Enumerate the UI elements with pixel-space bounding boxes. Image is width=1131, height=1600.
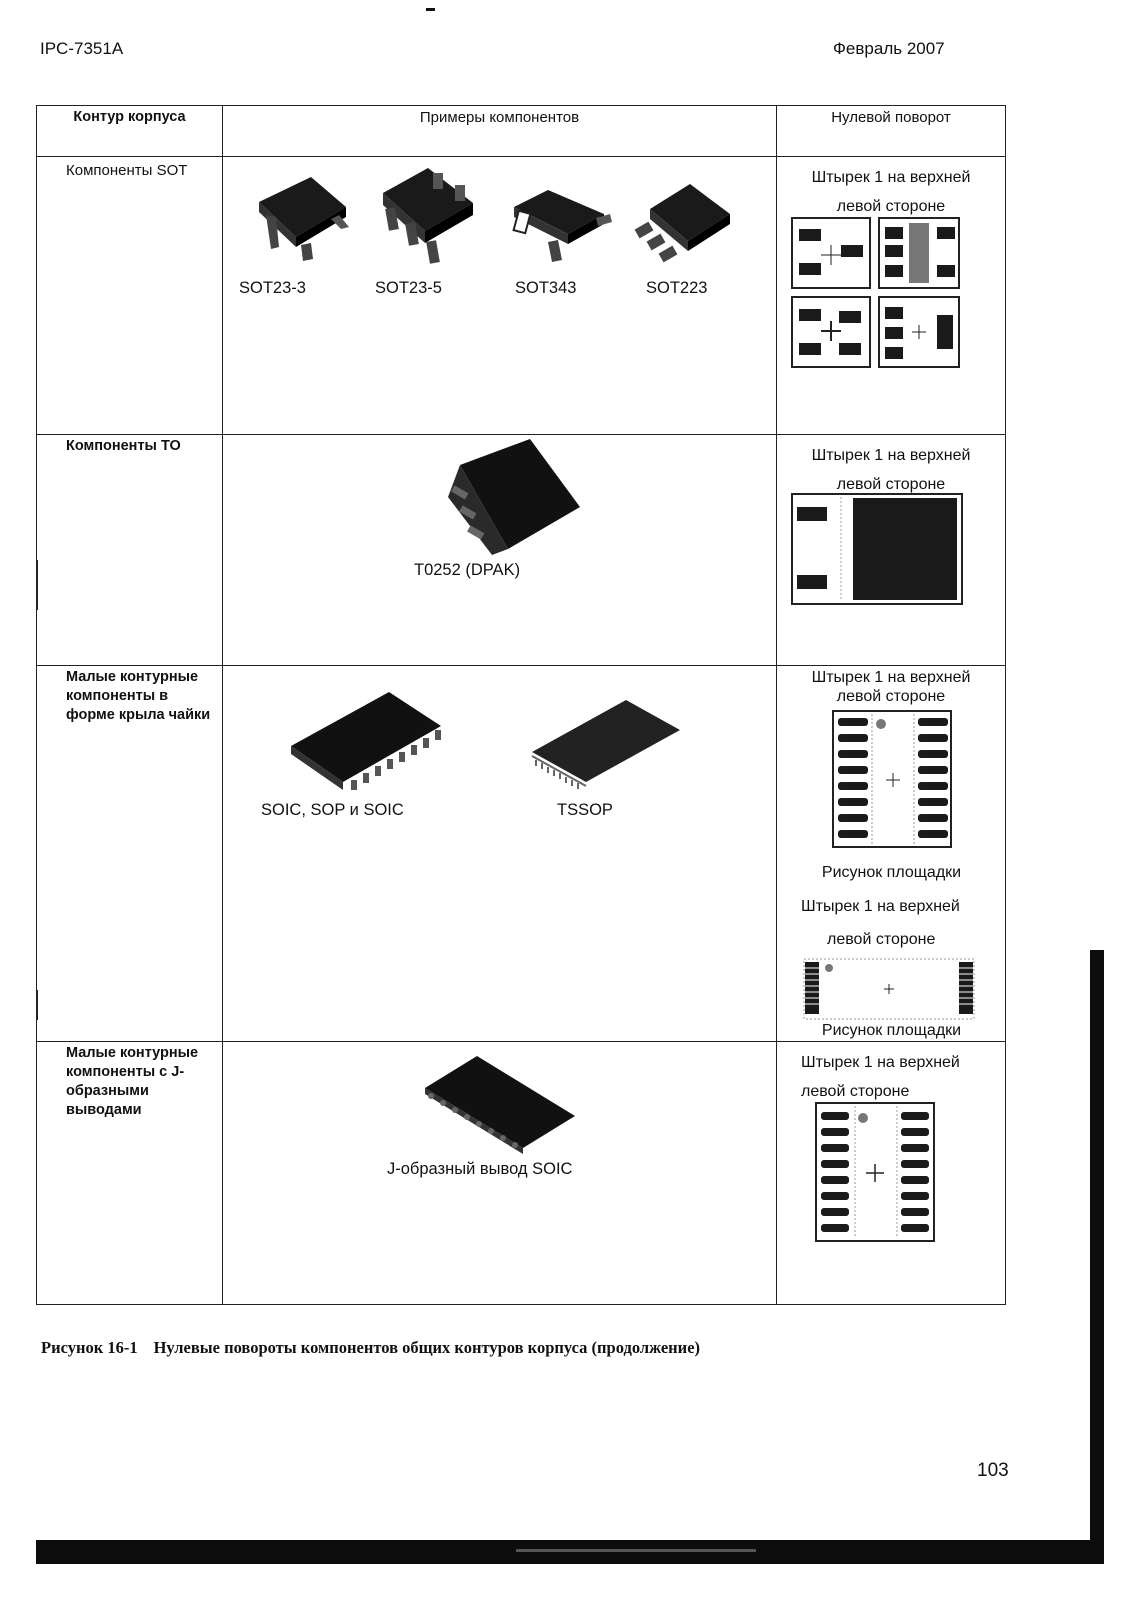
zero-rotation-table <box>36 105 1006 1305</box>
pin1-note: Штырек 1 на верхней левой стороне <box>811 447 971 493</box>
sot23-3-package-icon <box>241 167 351 262</box>
column-header-package: Контур корпуса <box>37 106 223 157</box>
sot23-5-package-icon <box>373 163 483 268</box>
document-id: IPC-7351A <box>40 39 124 58</box>
scan-edge-bottom-highlight <box>516 1549 756 1552</box>
example-label: SOT343 <box>515 279 577 297</box>
rotation-cell <box>777 1042 1006 1305</box>
rotation-cell <box>777 435 1006 666</box>
pin1-note: Штырек 1 на верхней левой стороне <box>801 1054 960 1100</box>
example-label: T0252 (DPAK) <box>414 561 521 579</box>
figure-number: Рисунок 16-1 <box>41 1338 138 1357</box>
j-lead-soic-package-icon <box>419 1050 579 1155</box>
sot343-package-icon <box>506 182 616 267</box>
examples-cell <box>223 1042 777 1305</box>
package-cell <box>37 435 223 666</box>
land-pattern-icon <box>791 217 961 369</box>
package-name: Малые контурные компоненты с J-образными выводами <box>66 1045 199 1118</box>
tssop-package-icon <box>526 696 686 796</box>
land-pattern-icon <box>791 493 963 605</box>
package-cell <box>37 157 223 435</box>
land-pattern-icon <box>815 1102 935 1242</box>
dpak-package-icon <box>430 437 590 557</box>
example-label: J-образный вывод SOIC <box>387 1160 573 1178</box>
land-pattern-icon <box>832 710 952 848</box>
rotation-cell <box>777 157 1006 435</box>
package-name: Малые контурные компоненты в форме крыла чайки <box>66 669 211 723</box>
table-row <box>37 1042 1006 1305</box>
pin1-note: Штырек 1 на верхней левой стороне <box>811 669 971 705</box>
land-pattern-label: Рисунок площадки <box>821 1022 962 1039</box>
page-number: 103 <box>977 1460 1009 1481</box>
example-label: SOT23-5 <box>375 279 442 297</box>
scan-mark <box>36 990 38 1020</box>
figure-caption <box>41 1338 700 1358</box>
pin1-note: Штырек 1 на верхней левой стороне <box>801 898 960 948</box>
sot223-package-icon <box>630 179 735 274</box>
table-header-row <box>37 106 1006 157</box>
example-label: SOIC, SOP и SOIC <box>261 801 404 819</box>
example-label: TSSOP <box>557 801 613 819</box>
table-row <box>37 666 1006 1042</box>
soic-package-icon <box>281 684 451 794</box>
land-pattern-label: Рисунок площадки <box>821 864 962 881</box>
column-header-examples: Примеры компонентов <box>223 106 777 157</box>
examples-cell <box>223 666 777 1042</box>
examples-cell <box>223 435 777 666</box>
package-cell <box>37 1042 223 1305</box>
package-name: Компоненты TO <box>66 438 181 454</box>
example-label: SOT23-3 <box>239 279 306 297</box>
examples-cell <box>223 157 777 435</box>
scan-edge-right <box>1090 950 1104 1564</box>
example-label: SOT223 <box>646 279 708 297</box>
rotation-cell <box>777 666 1006 1042</box>
document-date: Февраль 2007 <box>833 39 945 58</box>
column-header-rotation: Нулевой поворот <box>777 106 1006 157</box>
scan-edge-bottom <box>36 1540 1104 1564</box>
scan-mark <box>426 8 435 11</box>
table-row <box>37 157 1006 435</box>
scan-mark <box>36 560 38 610</box>
package-name: Компоненты SOT <box>66 162 188 179</box>
package-cell <box>37 666 223 1042</box>
land-pattern-icon <box>803 958 975 1020</box>
table-row <box>37 435 1006 666</box>
figure-title: Нулевые повороты компонентов общих контуров корпуса (продолжение) <box>153 1338 701 1357</box>
pin1-note: Штырек 1 на верхней левой стороне <box>811 169 971 215</box>
